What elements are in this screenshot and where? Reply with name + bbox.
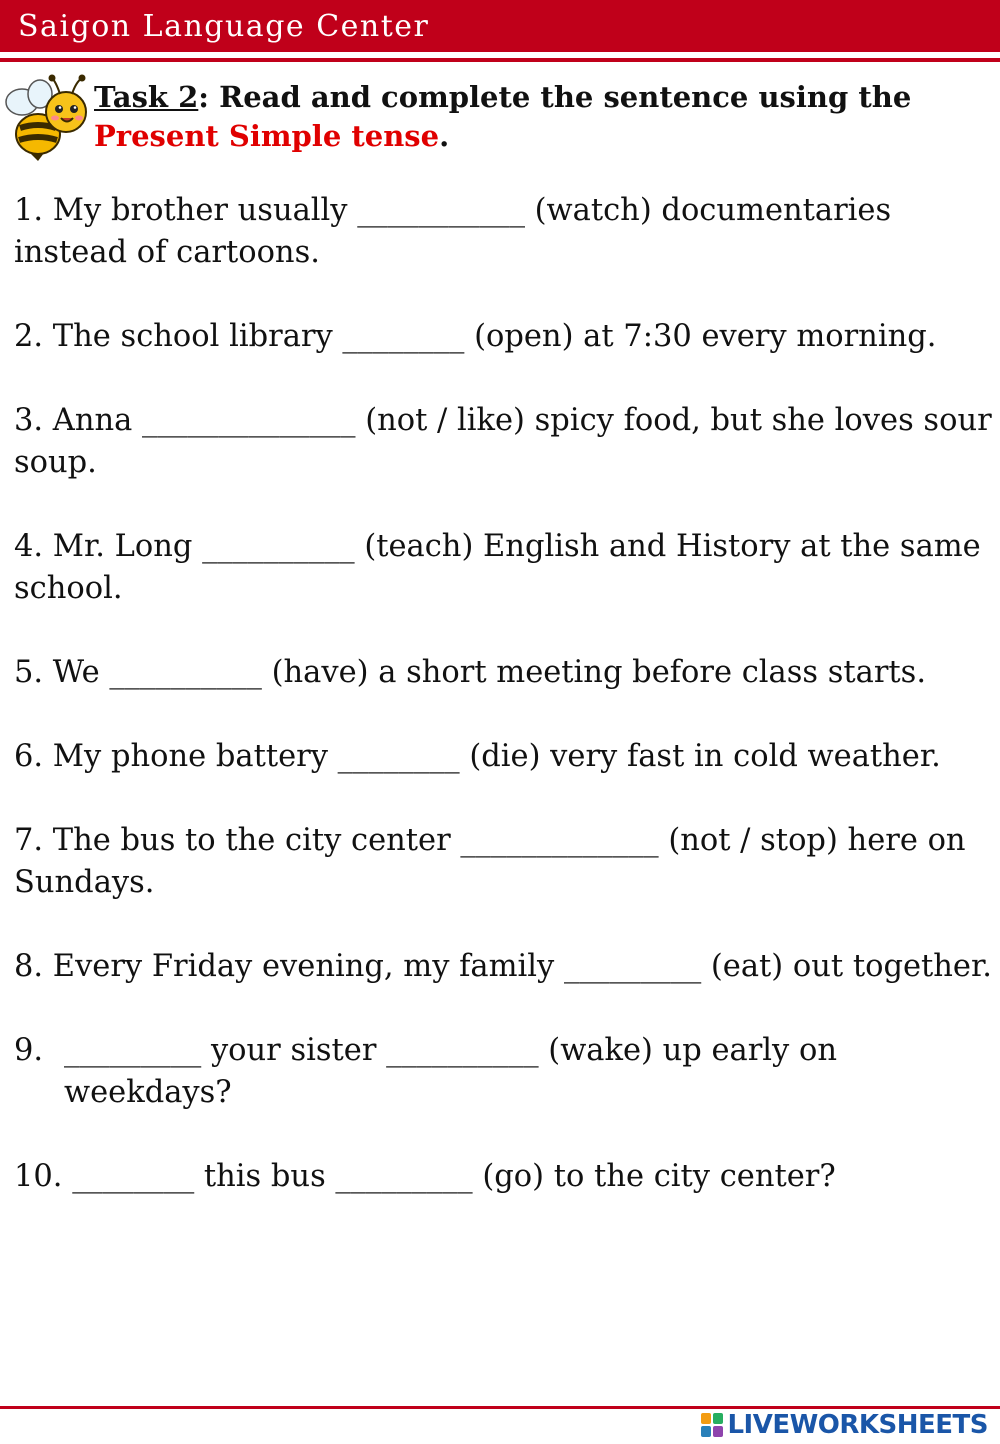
logo-blocks-icon	[701, 1413, 723, 1437]
header-bar	[0, 0, 1000, 52]
question-text: My brother usually ___________ (watch) documentaries instead of cartoons.	[14, 193, 892, 270]
question-number: 5.	[14, 655, 44, 690]
question-text: The bus to the city center _____________ (not / stop) here on Sundays.	[14, 823, 966, 900]
header-title: Saigon Language Center	[18, 9, 430, 44]
question-5	[14, 652, 998, 694]
question-7	[14, 820, 998, 904]
question-8	[14, 946, 998, 988]
task-label: Task 2	[94, 80, 199, 114]
question-text: ________ this bus _________ (go) to the city center?	[62, 1159, 836, 1194]
task-end: .	[439, 119, 450, 153]
question-4	[14, 526, 998, 610]
question-3	[14, 400, 998, 484]
liveworksheets-logo[interactable]	[701, 1410, 988, 1440]
question-1	[14, 190, 998, 274]
question-number: 1.	[14, 193, 44, 228]
question-9	[14, 1030, 998, 1114]
question-number: 10.	[14, 1159, 63, 1194]
question-number: 7.	[14, 823, 44, 858]
question-10	[14, 1156, 998, 1198]
question-6	[14, 736, 998, 778]
question-number: 4.	[14, 529, 44, 564]
question-2	[14, 316, 998, 358]
task-tense: Present Simple tense	[94, 119, 440, 153]
question-text: Mr. Long __________ (teach) English and History at the same school.	[14, 529, 981, 606]
task-instruction	[94, 78, 994, 156]
question-list	[14, 190, 998, 1240]
question-text: We __________ (have) a short meeting before class starts.	[43, 655, 927, 690]
bee-icon	[0, 72, 92, 162]
question-number: 3.	[14, 403, 44, 438]
question-text: _________ your sister __________ (wake) up early on weekdays?	[64, 1033, 837, 1110]
question-text: Every Friday evening, my family _________ (eat) out together.	[43, 949, 992, 984]
question-number: 2.	[14, 319, 44, 354]
footer-divider	[0, 1406, 1000, 1409]
logo-text: LIVEWORKSHEETS	[727, 1410, 988, 1440]
question-number: 6.	[14, 739, 44, 774]
header-divider	[0, 58, 1000, 62]
question-number: 8.	[14, 949, 44, 984]
question-text: The school library ________ (open) at 7:30 every morning.	[43, 319, 937, 354]
question-text: My phone battery ________ (die) very fast in cold weather.	[43, 739, 941, 774]
question-text: Anna ______________ (not / like) spicy food, but she loves sour soup.	[14, 403, 992, 480]
question-number: 9.	[14, 1033, 44, 1068]
task-text: : Read and complete the sentence using the	[198, 80, 912, 114]
